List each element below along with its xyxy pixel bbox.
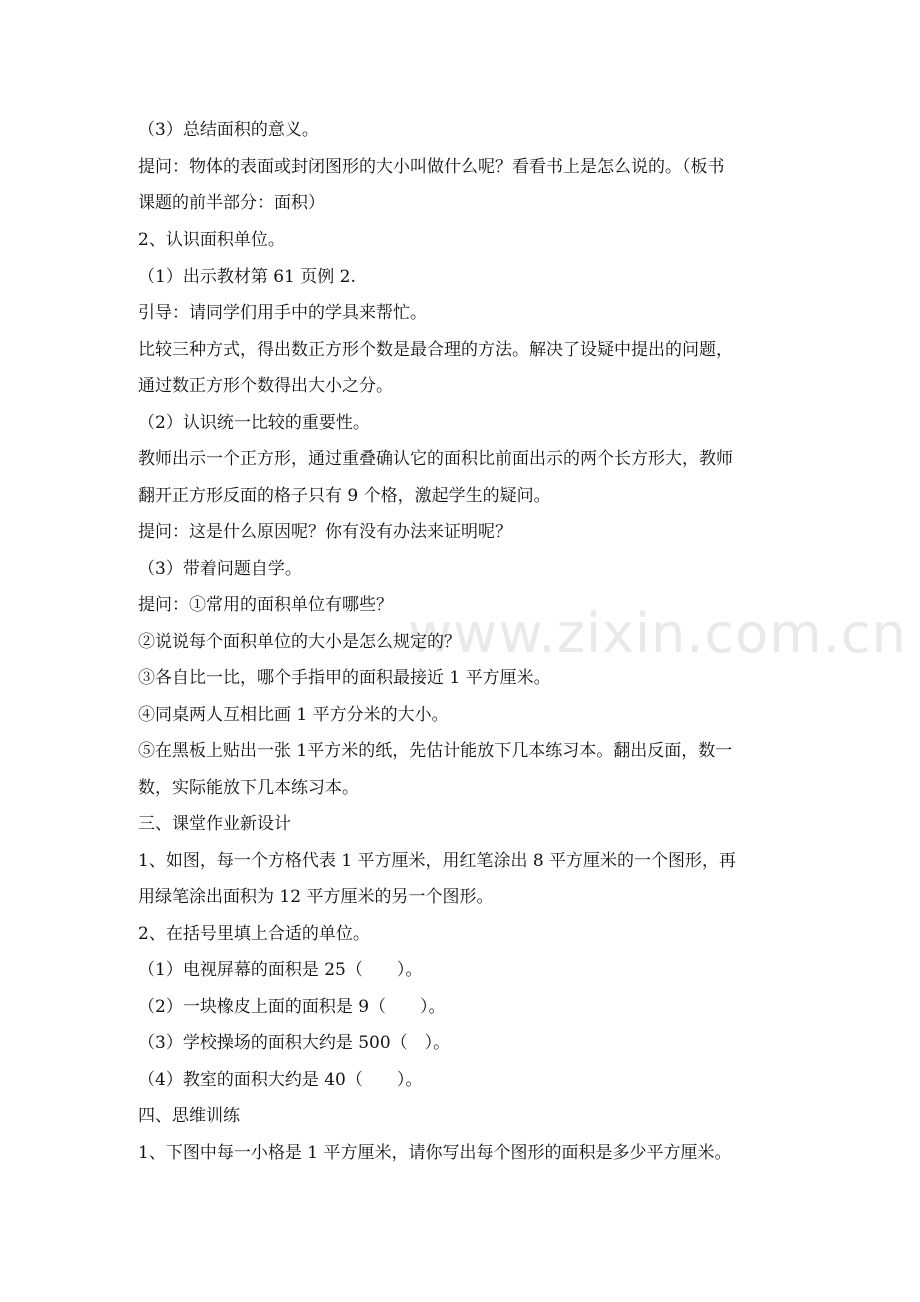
text-line: ②说说每个面积单位的大小是怎么规定的？ bbox=[138, 632, 461, 652]
text-line: 提问：物体的表面或封闭图形的大小叫做什么呢？看看书上是怎么说的。（板书 bbox=[138, 157, 725, 177]
text-line: 教师出示一个正方形，通过重叠确认它的面积比前面出示的两个长方形大，教师 bbox=[138, 449, 733, 469]
text-line: 课题的前半部分：面积） bbox=[138, 193, 325, 213]
section-heading: 三、课堂作业新设计 bbox=[138, 814, 291, 834]
section-heading: 2、认识面积单位。 bbox=[138, 230, 285, 250]
text-line: 比较三种方式，得出数正方形个数是最合理的方法。解决了设疑中提出的问题， bbox=[138, 340, 733, 360]
text-line: 通过数正方形个数得出大小之分。 bbox=[138, 376, 393, 396]
text-line: 提问：这是什么原因呢？你有没有办法来证明呢？ bbox=[138, 522, 512, 542]
watermark: www.zixin.com.cn bbox=[408, 602, 907, 665]
text-line: （3）学校操场的面积大约是 500（ ）。 bbox=[138, 1033, 451, 1053]
text-line: 用绿笔涂出面积为 12 平方厘米的另一个图形。 bbox=[138, 887, 494, 907]
section-heading: 四、思维训练 bbox=[138, 1106, 240, 1126]
text-line: 数，实际能放下几本练习本。 bbox=[138, 778, 359, 798]
text-line: 引导：请同学们用手中的学具来帮忙。 bbox=[138, 303, 427, 323]
text-line: ④同桌两人互相比画 1 平方分米的大小。 bbox=[138, 705, 449, 725]
text-line: 2、在括号里填上合适的单位。 bbox=[138, 924, 370, 944]
text-line: 1、下图中每一小格是 1 平方厘米，请你写出每个图形的面积是多少平方厘米。 bbox=[138, 1143, 732, 1163]
text-line: （3）带着问题自学。 bbox=[138, 559, 302, 579]
text-line: （1）电视屏幕的面积是 25（ ）。 bbox=[138, 960, 423, 980]
text-line: （4）教室的面积大约是 40（ ）。 bbox=[138, 1070, 423, 1090]
text-line: 翻开正方形反面的格子只有 9 个格，激起学生的疑问。 bbox=[138, 486, 551, 506]
text-line: ③各自比一比，哪个手指甲的面积最接近 1 平方厘米。 bbox=[138, 668, 551, 688]
text-line: （2）认识统一比较的重要性。 bbox=[138, 413, 370, 433]
text-line: ⑤在黑板上贴出一张 1平方米的纸，先估计能放下几本练习本。翻出反面，数一 bbox=[138, 741, 733, 761]
text-line: 1、如图，每一个方格代表 1 平方厘米，用红笔涂出 8 平方厘米的一个图形，再 bbox=[138, 851, 737, 871]
text-line: （2）一块橡皮上面的面积是 9（ ）。 bbox=[138, 997, 446, 1017]
text-line: （1）出示教材第 61 页例 2. bbox=[138, 267, 356, 287]
text-line: （3）总结面积的意义。 bbox=[138, 120, 319, 140]
text-line: 提问：①常用的面积单位有哪些？ bbox=[138, 595, 393, 615]
